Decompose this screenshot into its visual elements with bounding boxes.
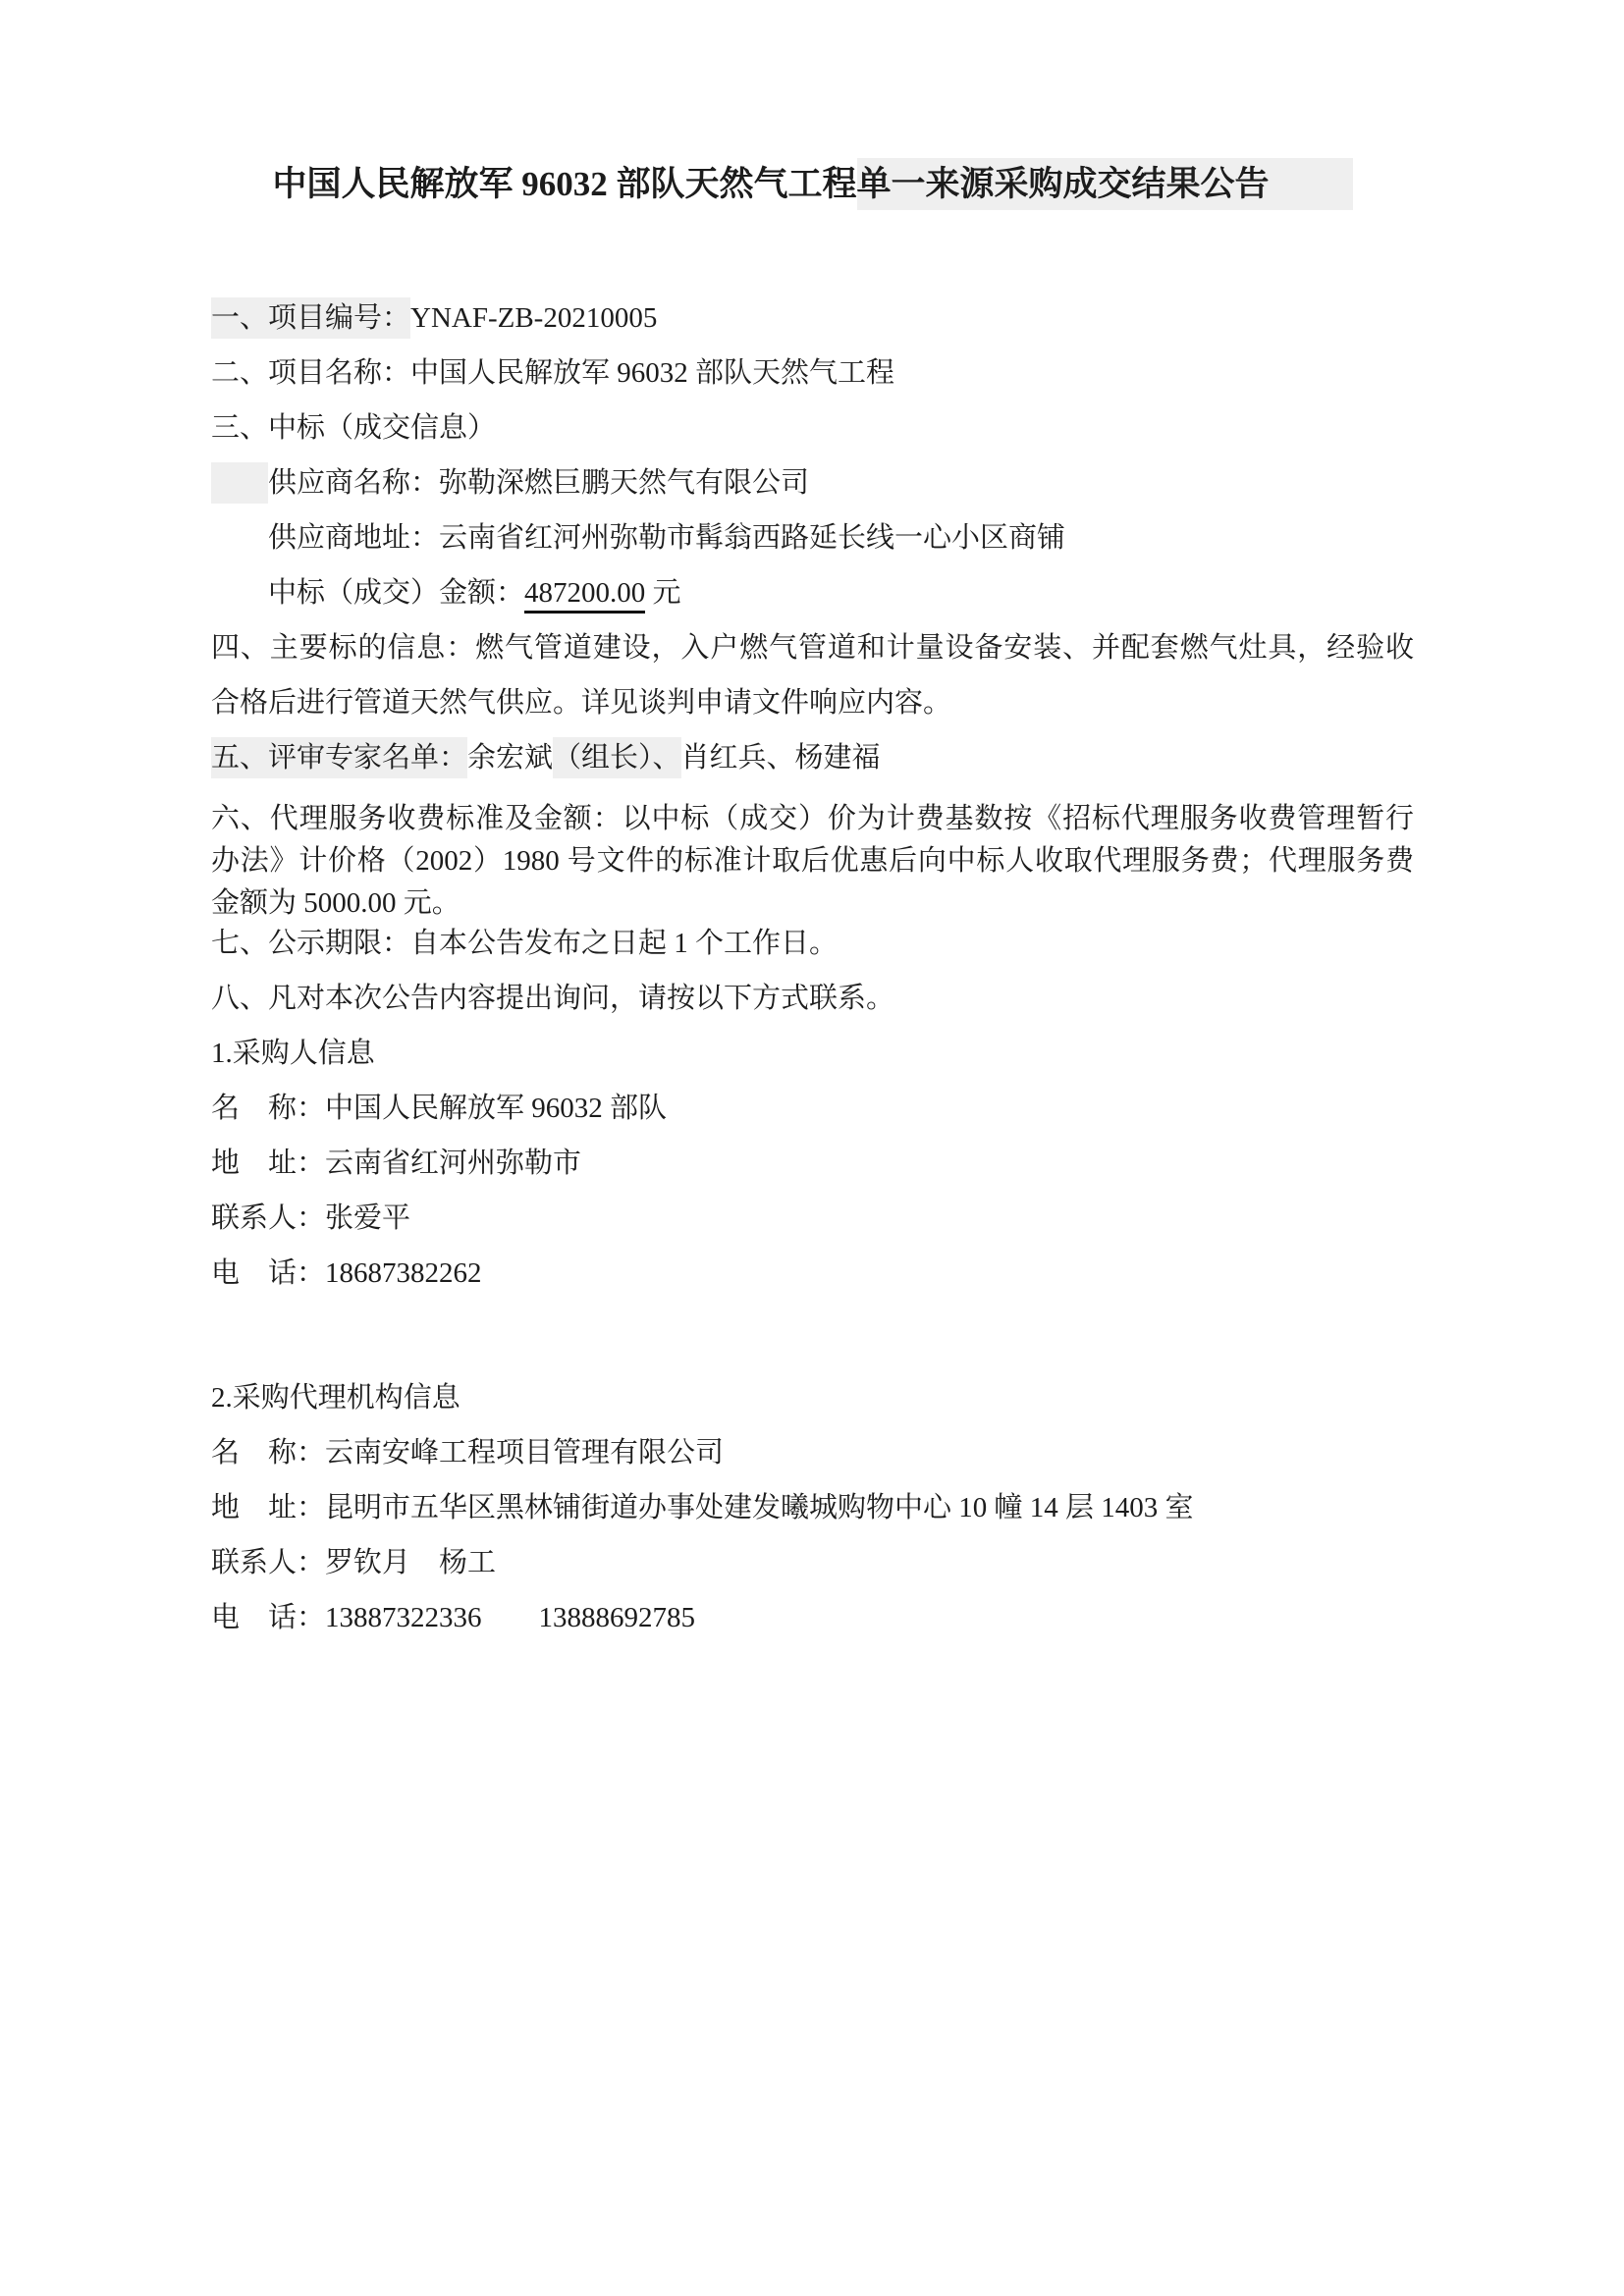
supplier-address-line xyxy=(211,510,1414,565)
purchaser-address-line: 地 址：云南省红河州弥勒市 xyxy=(211,1148,582,1179)
agency-fee-line-3: 金额为 5000.00 元。 xyxy=(211,887,460,919)
award-amount-unit: 元 xyxy=(645,577,681,609)
award-amount-label: 中标（成交）金额： xyxy=(268,577,525,609)
expert-names-others: 肖红兵、杨建福 xyxy=(680,742,881,774)
indent-space xyxy=(211,522,268,554)
subject-matter-line-2: 合格后进行管道天然气供应。详见谈判申请文件响应内容。 xyxy=(211,687,952,719)
project-name-line: 二、项目名称：中国人民解放军 96032 部队天然气工程 xyxy=(211,357,895,389)
subject-matter-paragraph xyxy=(211,620,1414,730)
agency-phone-line: 电 话：13887322336 13888692785 xyxy=(211,1602,696,1633)
subject-matter-line-1: 四、主要标的信息：燃气管道建设，入户燃气管道和计量设备安装、并配套燃气灶具，经验收 xyxy=(211,632,1414,664)
supplier-address-label: 供应商地址： xyxy=(268,522,440,554)
agency-address-line: 地 址：昆明市五华区黑林铺街道办事处建发曦城购物中心 10 幢 14 层 1403 室 xyxy=(211,1492,1194,1523)
indent-space xyxy=(211,577,268,609)
agency-contact-line: 联系人：罗钦月 杨工 xyxy=(211,1547,497,1578)
project-number-label: 一、项目编号： xyxy=(211,297,410,339)
agency-info-heading: 2.采购代理机构信息 xyxy=(211,1382,460,1414)
publicity-period-line: 七、公示期限：自本公告发布之日起 1 个工作日。 xyxy=(211,928,839,959)
purchaser-info-heading: 1.采购人信息 xyxy=(211,1038,375,1069)
inquiry-notice-line: 八、凡对本次公告内容提出询问，请按以下方式联系。 xyxy=(211,983,895,1014)
purchaser-contact-line: 联系人：张爱平 xyxy=(211,1202,411,1234)
agency-fee-line-2: 办法》计价格（2002）1980 号文件的标准计取后优惠后向中标人收取代理服务费；代理服务费 xyxy=(211,845,1414,877)
agency-name-line: 名 称：云南安峰工程项目管理有限公司 xyxy=(211,1437,725,1468)
award-amount-value: 487200.00 xyxy=(524,577,645,614)
title-text: 中国人民解放军 96032 部队天然气工程 xyxy=(272,165,857,203)
expert-list-label: 五、评审专家名单： xyxy=(211,737,467,778)
indent-highlight-box xyxy=(211,462,268,504)
award-info-heading-line: 三、中标（成交信息） xyxy=(211,412,497,444)
agency-fee-paragraph xyxy=(211,798,1414,925)
supplier-name-value: 弥勒深燃巨鹏天然气有限公司 xyxy=(439,467,810,499)
supplier-name-label: 供应商名称： xyxy=(268,467,440,499)
expert-leader-tag: （组长）、 xyxy=(553,737,681,778)
agency-fee-line-1: 六、代理服务收费标准及金额：以中标（成交）价为计费基数按《招标代理服务收费管理暂行 xyxy=(211,803,1414,834)
project-number-value: YNAF-ZB-20210005 xyxy=(410,302,658,334)
title-highlighted-text: 单一来源采购成交结果公告 xyxy=(857,158,1353,210)
purchaser-name-line: 名 称：中国人民解放军 96032 部队 xyxy=(211,1093,668,1124)
supplier-address-value: 云南省红河州弥勒市髯翁西路延长线一心小区商铺 xyxy=(439,522,1066,554)
expert-list-line xyxy=(211,730,1414,785)
project-number-line xyxy=(211,291,1414,346)
purchaser-phone-line: 电 话：18687382262 xyxy=(211,1257,482,1289)
award-amount-line xyxy=(211,565,1414,620)
supplier-name-line xyxy=(211,455,1414,510)
document-title xyxy=(211,163,1414,206)
expert-name-leader: 余宏斌 xyxy=(467,742,554,774)
